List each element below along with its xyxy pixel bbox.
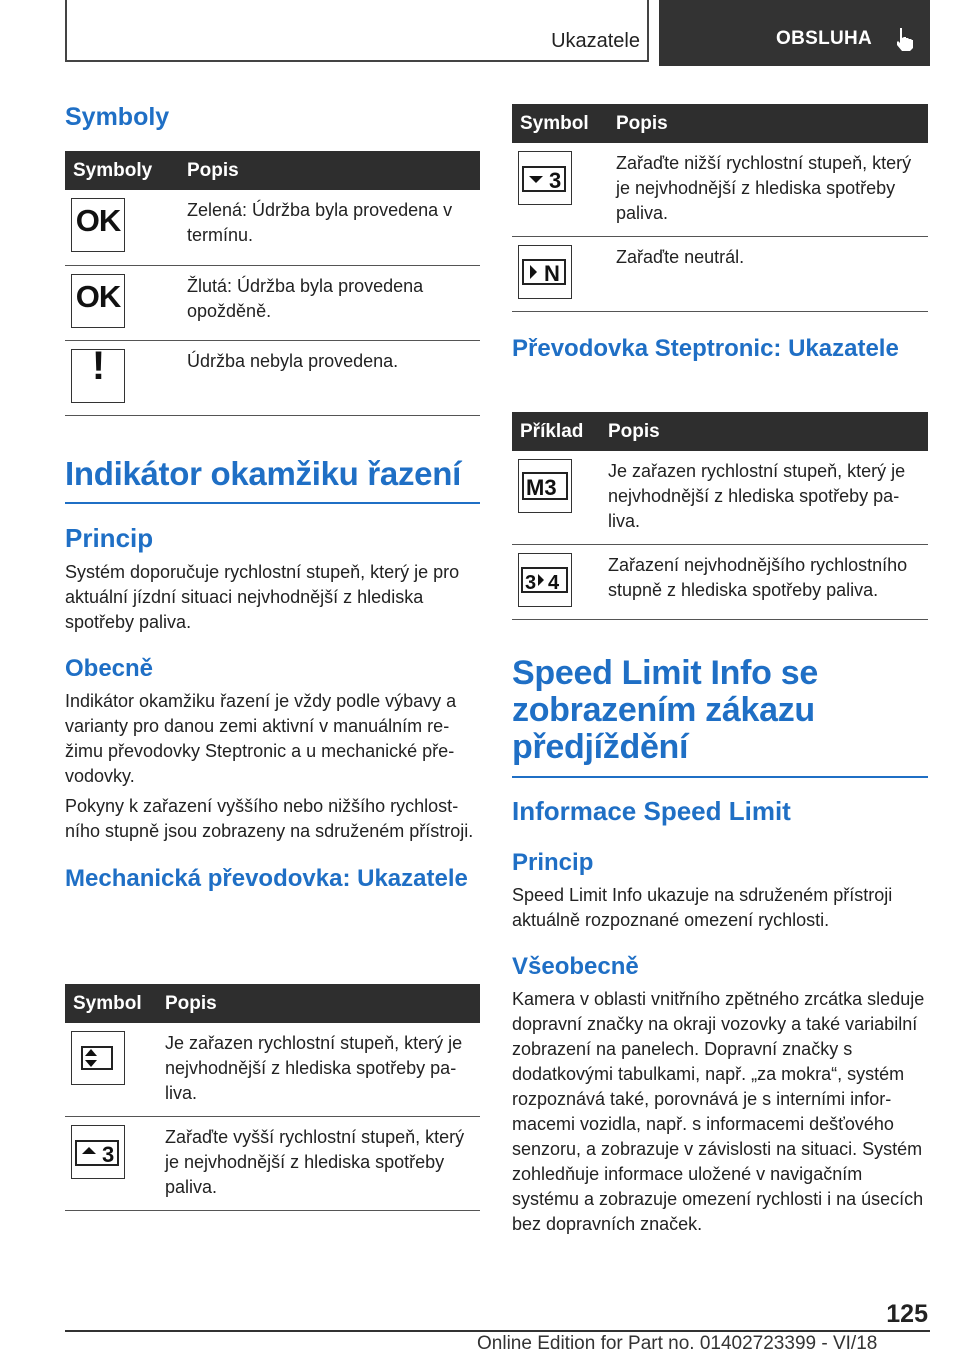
header-chapter-label: OBSLUHA bbox=[776, 28, 873, 49]
table-cell-text: Je zařazen rychlostní stupeň, který je nejvhodnější z hlediska spotřeby paliva. bbox=[600, 451, 928, 545]
obecne-text-2: Pokyny k zařazení vyššího nebo nižšího rychlostního stupně jsou zobrazeny na sdruženém přístroji. bbox=[65, 796, 474, 841]
steptronic-table bbox=[512, 412, 928, 620]
table-header-symbol: Symbol bbox=[512, 104, 608, 143]
vseobecne-text: Kamera v oblasti vnitřního zpětného zrcátka sleduje dopravní značky na okraji vozovky a také variabilní zobrazení na panelech. Dopravní značky s dodatkovými tabulkami, např. „za mokra“, systém rozpoznává také, porovnává je s interními informacemi vozidla, např. s informacemi dešťového senzoru, a zobrazuje v závislosti na situaci. Systém zohledňuje informace uložené v navigačním systému a zobrazuje omezení rychlosti i na úsecích bez dopravních značek. bbox=[512, 989, 925, 1234]
svg-text:N: N bbox=[544, 261, 560, 286]
left-column bbox=[65, 102, 480, 133]
table-row bbox=[65, 340, 480, 415]
manual-gear-m3-icon bbox=[518, 459, 572, 513]
table-row bbox=[512, 237, 928, 312]
table-row bbox=[512, 545, 928, 620]
svg-text:M3: M3 bbox=[526, 475, 557, 500]
table-row bbox=[65, 1117, 480, 1211]
table-row bbox=[65, 190, 480, 265]
shift-3-to-4-icon bbox=[518, 553, 572, 607]
exclamation-icon: ! bbox=[71, 349, 125, 403]
footer-edition: Online Edition for Part no. 01402723399 - VI/18 bbox=[477, 1333, 878, 1354]
mech-heading: Mechanická převodovka: Ukazatele bbox=[65, 865, 468, 892]
table-header-symbol: Symboly bbox=[65, 151, 179, 190]
table-row bbox=[512, 143, 928, 237]
table-cell-text: Zařazení nejvhodnějšího rychlostního stupně z hlediska spotřeby paliva. bbox=[600, 545, 928, 620]
right-top-table bbox=[512, 104, 928, 312]
table-header-popis: Popis bbox=[608, 104, 928, 143]
speed-limit-heading: Speed Limit Info se zobrazením zákazu předjíždění bbox=[512, 655, 928, 778]
table-header-popis: Popis bbox=[179, 151, 480, 190]
table-cell-text: Je zařazen rychlostní stupeň, který je nejvhodnější z hlediska spotřeby paliva. bbox=[157, 1023, 480, 1117]
table-row bbox=[65, 1023, 480, 1117]
svg-text:4: 4 bbox=[548, 572, 560, 594]
shift-up-3-icon bbox=[71, 1125, 125, 1179]
table-cell-text: Žlutá: Údržba byla provedena opožděně. bbox=[179, 265, 480, 340]
table-cell-text: Zařaďte vyšší rychlostní stupeň, který je nejvhodnější z hlediska spotřeby paliva. bbox=[157, 1117, 480, 1211]
footer-divider bbox=[65, 1330, 930, 1332]
hand-pointer-icon bbox=[893, 26, 917, 52]
table-header-popis: Popis bbox=[600, 412, 928, 451]
table-header-symbol: Symbol bbox=[65, 984, 157, 1023]
ok-yellow-icon: OK bbox=[71, 274, 125, 328]
symboly-table bbox=[65, 151, 480, 416]
svg-text:3: 3 bbox=[549, 168, 562, 193]
table-cell-text: Zelená: Údržba byla provedena v termínu. bbox=[179, 190, 480, 265]
shift-updown-icon bbox=[71, 1031, 125, 1085]
main-heading: Indikátor okamžiku řazení bbox=[65, 455, 480, 504]
info-heading: Informace Speed Limit bbox=[512, 796, 791, 826]
mech-table bbox=[65, 984, 480, 1211]
table-cell-text: Zařaďte nižší rychlostní stupeň, který je nejvhodnější z hlediska spotřeby paliva. bbox=[608, 143, 928, 237]
ok-green-icon: OK bbox=[71, 198, 125, 252]
obecne-heading: Obecně bbox=[65, 655, 154, 682]
vseobecne-heading: Všeobecně bbox=[512, 953, 639, 980]
svg-text:3: 3 bbox=[102, 1142, 115, 1167]
table-row bbox=[512, 451, 928, 545]
shift-neutral-icon bbox=[518, 245, 572, 299]
steptronic-heading: Převodovka Steptronic: Ukazatele bbox=[512, 335, 899, 362]
table-cell-text: Údržba nebyla provedena. bbox=[179, 340, 480, 415]
princip-heading: Princip bbox=[65, 523, 154, 553]
shift-down-3-icon bbox=[518, 151, 572, 205]
header-section-title: Ukazatele bbox=[551, 30, 640, 52]
symboly-heading: Symboly bbox=[65, 103, 170, 131]
princip-text: Systém doporučuje rychlostní stupeň, který je pro aktuální jízdní situaci nejvhodnější z hlediska spotřeby paliva. bbox=[65, 562, 460, 632]
table-header-popis: Popis bbox=[157, 984, 480, 1023]
page-number: 125 bbox=[886, 1300, 928, 1328]
table-cell-text: Zařaďte neutrál. bbox=[608, 237, 928, 312]
table-header-priklad: Příklad bbox=[512, 412, 600, 451]
table-row bbox=[65, 265, 480, 340]
svg-text:3: 3 bbox=[525, 572, 537, 594]
obecne-text-1: Indikátor okamžiku řazení je vždy podle výbavy a varianty pro danou zemi aktivní v manuálním režimu převodovky Steptronic a u mechanické převodovky. bbox=[65, 691, 457, 786]
princip-heading-right: Princip bbox=[512, 849, 594, 876]
princip-text-right: Speed Limit Info ukazuje na sdruženém přístroji aktuálně rozpoznané omezení rychlosti. bbox=[512, 885, 893, 930]
